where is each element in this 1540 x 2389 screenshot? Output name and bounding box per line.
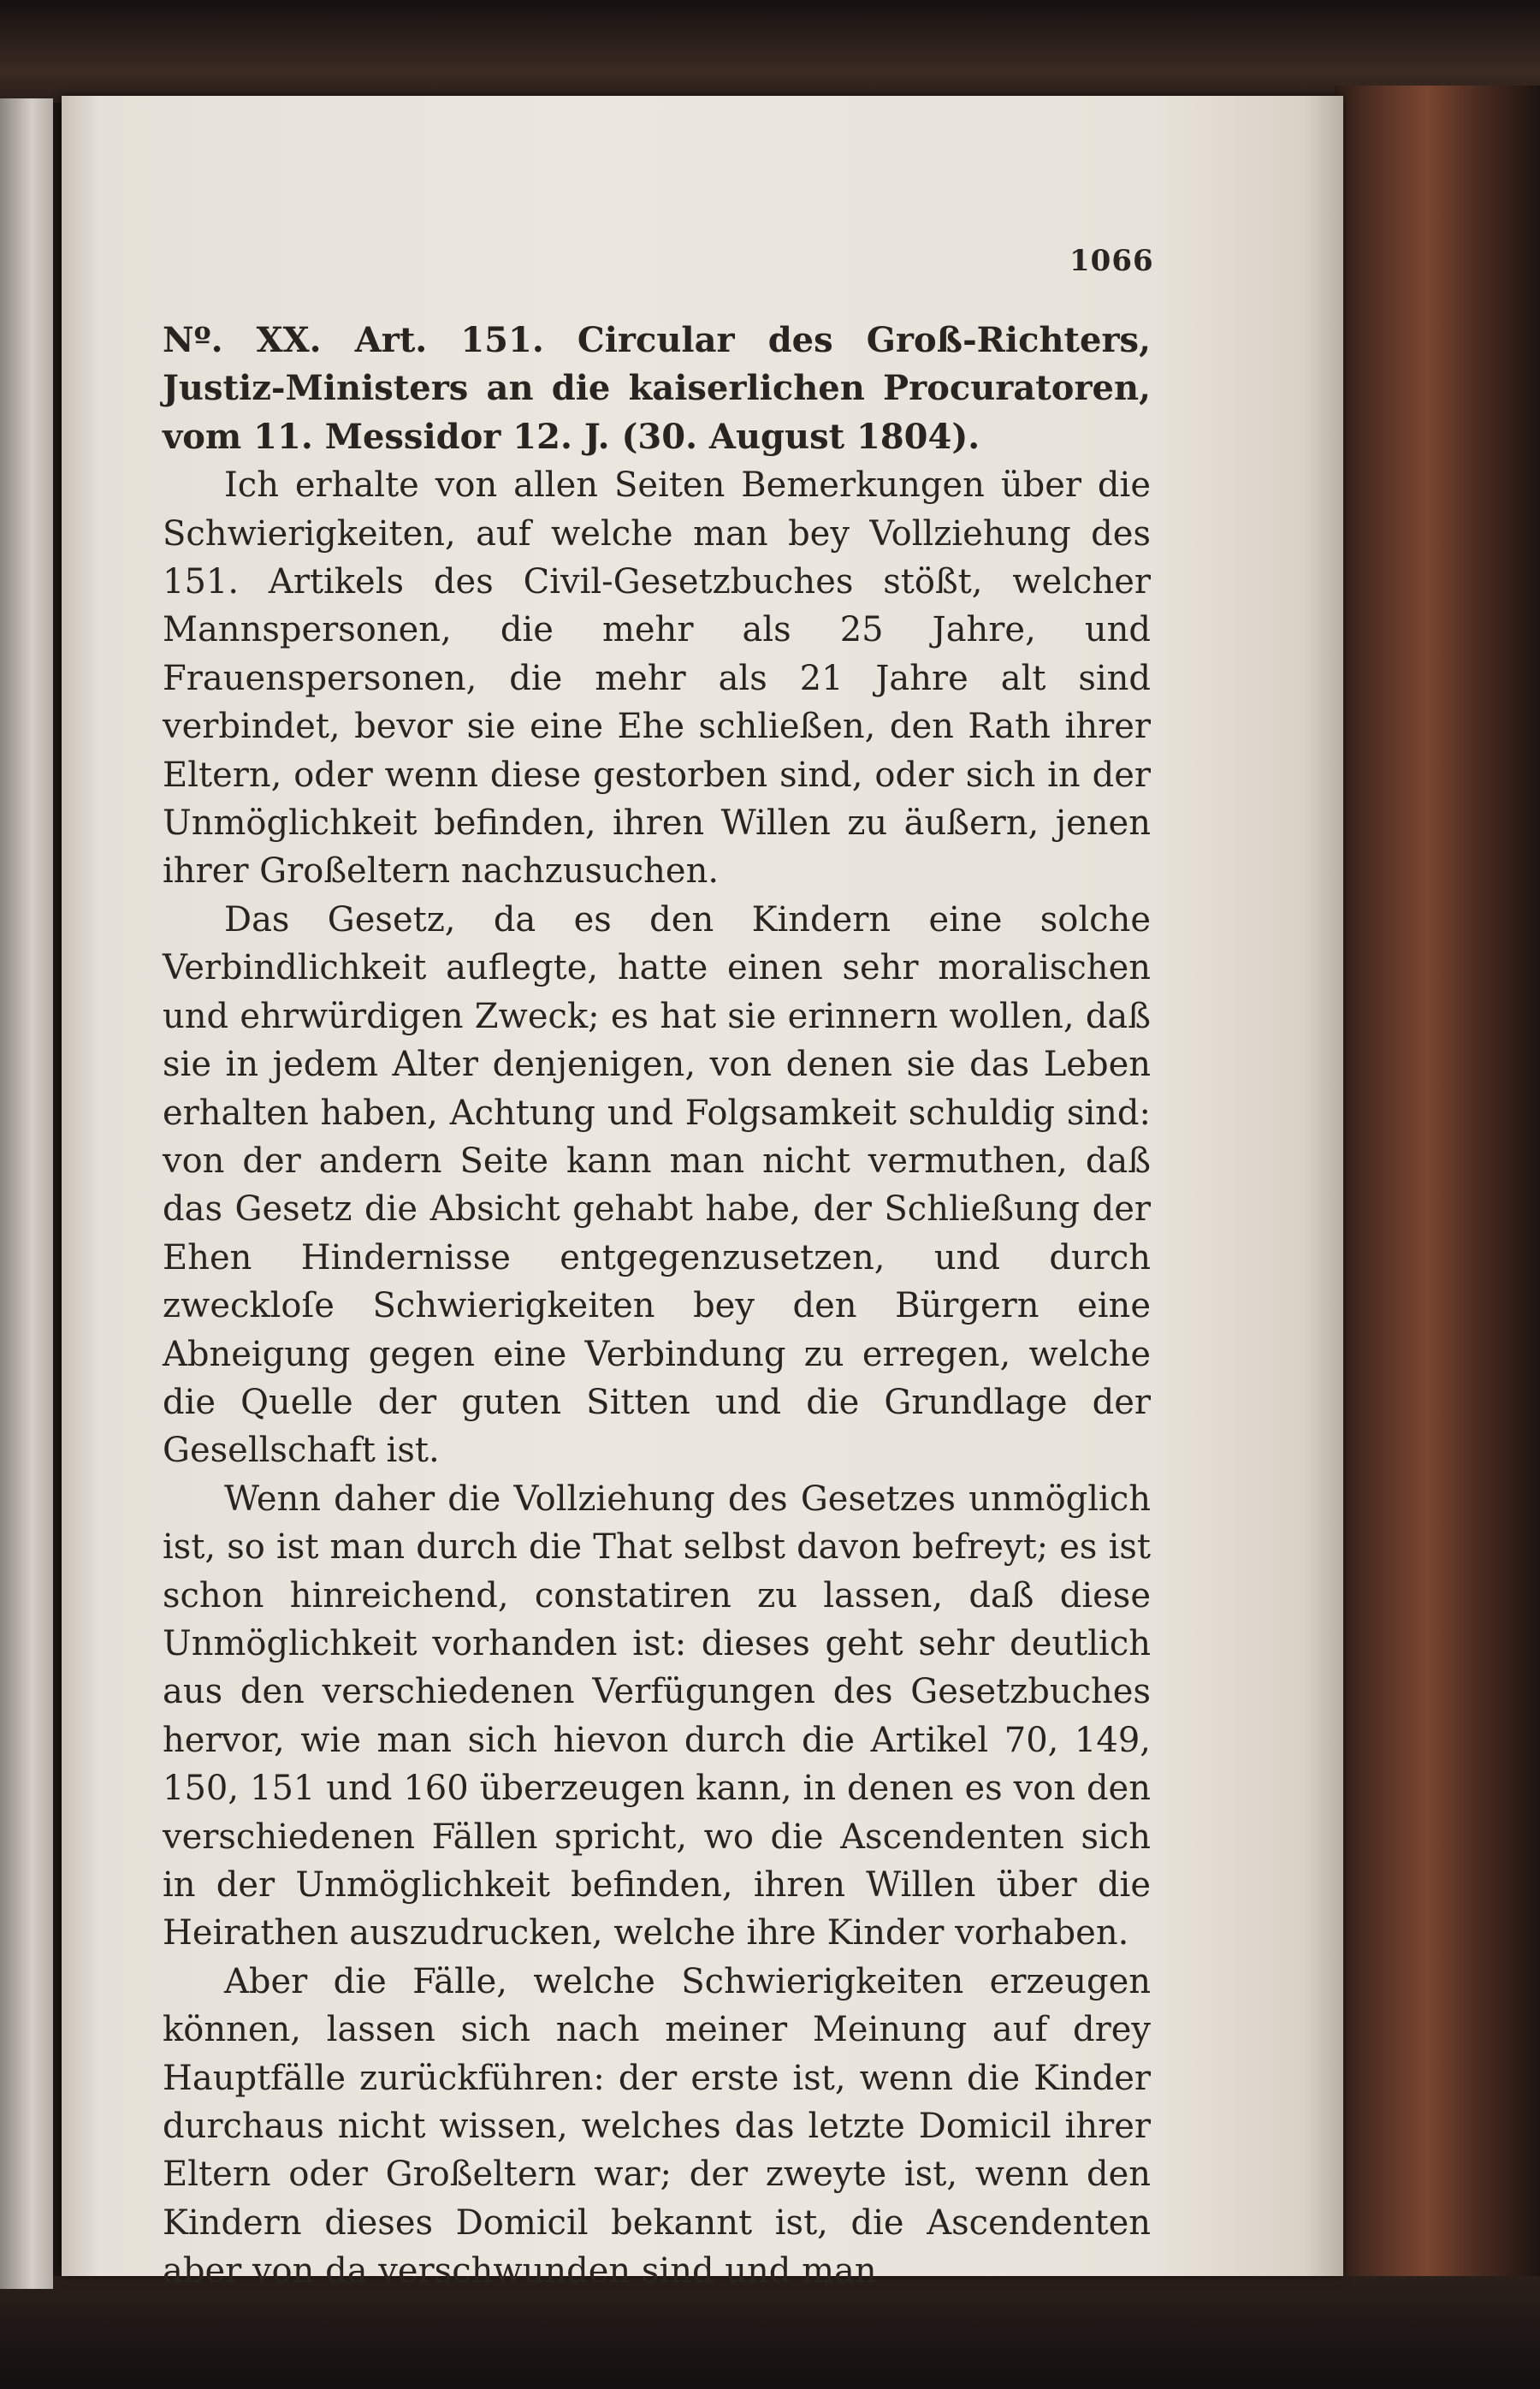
document-heading: Nº. XX. Art. 151. Circular des Groß-Richters, Justiz-Ministers an die kaiserlichen Procuratoren, vom 11. Messidor 12. J. (30. August 1804). xyxy=(163,320,1151,457)
paragraph-4: Aber die Fälle, welche Schwierigkeiten erzeugen können, lassen sich nach meiner Meinung auf drey Hauptfälle zurückführen: der erste ist, wenn die Kinder durchaus nicht wissen, welches das letzte Domicil ihrer Eltern oder Großeltern war; der zweyte ist, wenn den Kindern dieses Domicil bekannt ist, die Ascendenten aber von da verschwunden sind und man xyxy=(163,1961,1151,2291)
paragraph-1: Ich erhalte von allen Seiten Bemerkungen über die Schwierigkeiten, auf welche man bey Vollziehung des 151. Artikels des Civil-Gesetzbuches stößt, welcher Mannspersonen, die mehr als 25 Jahre, und Frauenspersonen, die mehr als 21 Jahre alt sind verbindet, bevor sie eine Ehe schließen, den Rath ihrer Eltern, oder wenn diese gestorben sind, oder sich in der Unmöglichkeit befinden, ihren Willen zu äußern, jenen ihrer Großeltern nachzusuchen. xyxy=(163,465,1151,892)
paragraph-3: Wenn daher die Vollziehung des Gesetzes unmöglich ist, so ist man durch die That selbst davon befreyt; es ist schon hinreichend, constatiren zu lassen, daß diese Unmöglichkeit vorhanden ist: dieses geht sehr deutlich aus den verschiedenen Verfügungen des Gesetzbuches hervor, wie man sich hievon durch die Artikel 70, 149, 150, 151 und 160 überzeugen kann, in denen es von den verschiedenen Fällen spricht, wo die Ascendenten sich in der Unmöglichkeit befinden, ihren Willen über die Heirathen auszudrucken, welche ihre Kinder vorhaben. xyxy=(163,1479,1151,1953)
page-number: 1066 xyxy=(1069,244,1154,278)
book-cover-top xyxy=(0,0,1540,103)
paragraph-2: Das Gesetz, da es den Kindern eine solche Verbindlichkeit auflegte, hatte einen sehr moralischen und ehrwürdigen Zweck; es hat sie erinnern wollen, daß sie in jedem Alter denjenigen, von denen sie das Leben erhalten haben, Achtung und Folgsamkeit schuldig sind: von der andern Seite kann man nicht vermuthen, daß das Gesetz die Absicht gehabt habe, der Schließung der Ehen Hindernisse entgegenzusetzen, und durch zweckloſe Schwierigkeiten bey den Bürgern eine Abneigung gegen eine Verbindung zu erregen, welche die Quelle der guten Sitten und die Grundlage der Gesellschaft ist. xyxy=(163,899,1151,1471)
book-cover-right xyxy=(1335,86,1540,2310)
facing-page-edge xyxy=(0,98,53,2289)
page-text xyxy=(163,317,1151,2296)
